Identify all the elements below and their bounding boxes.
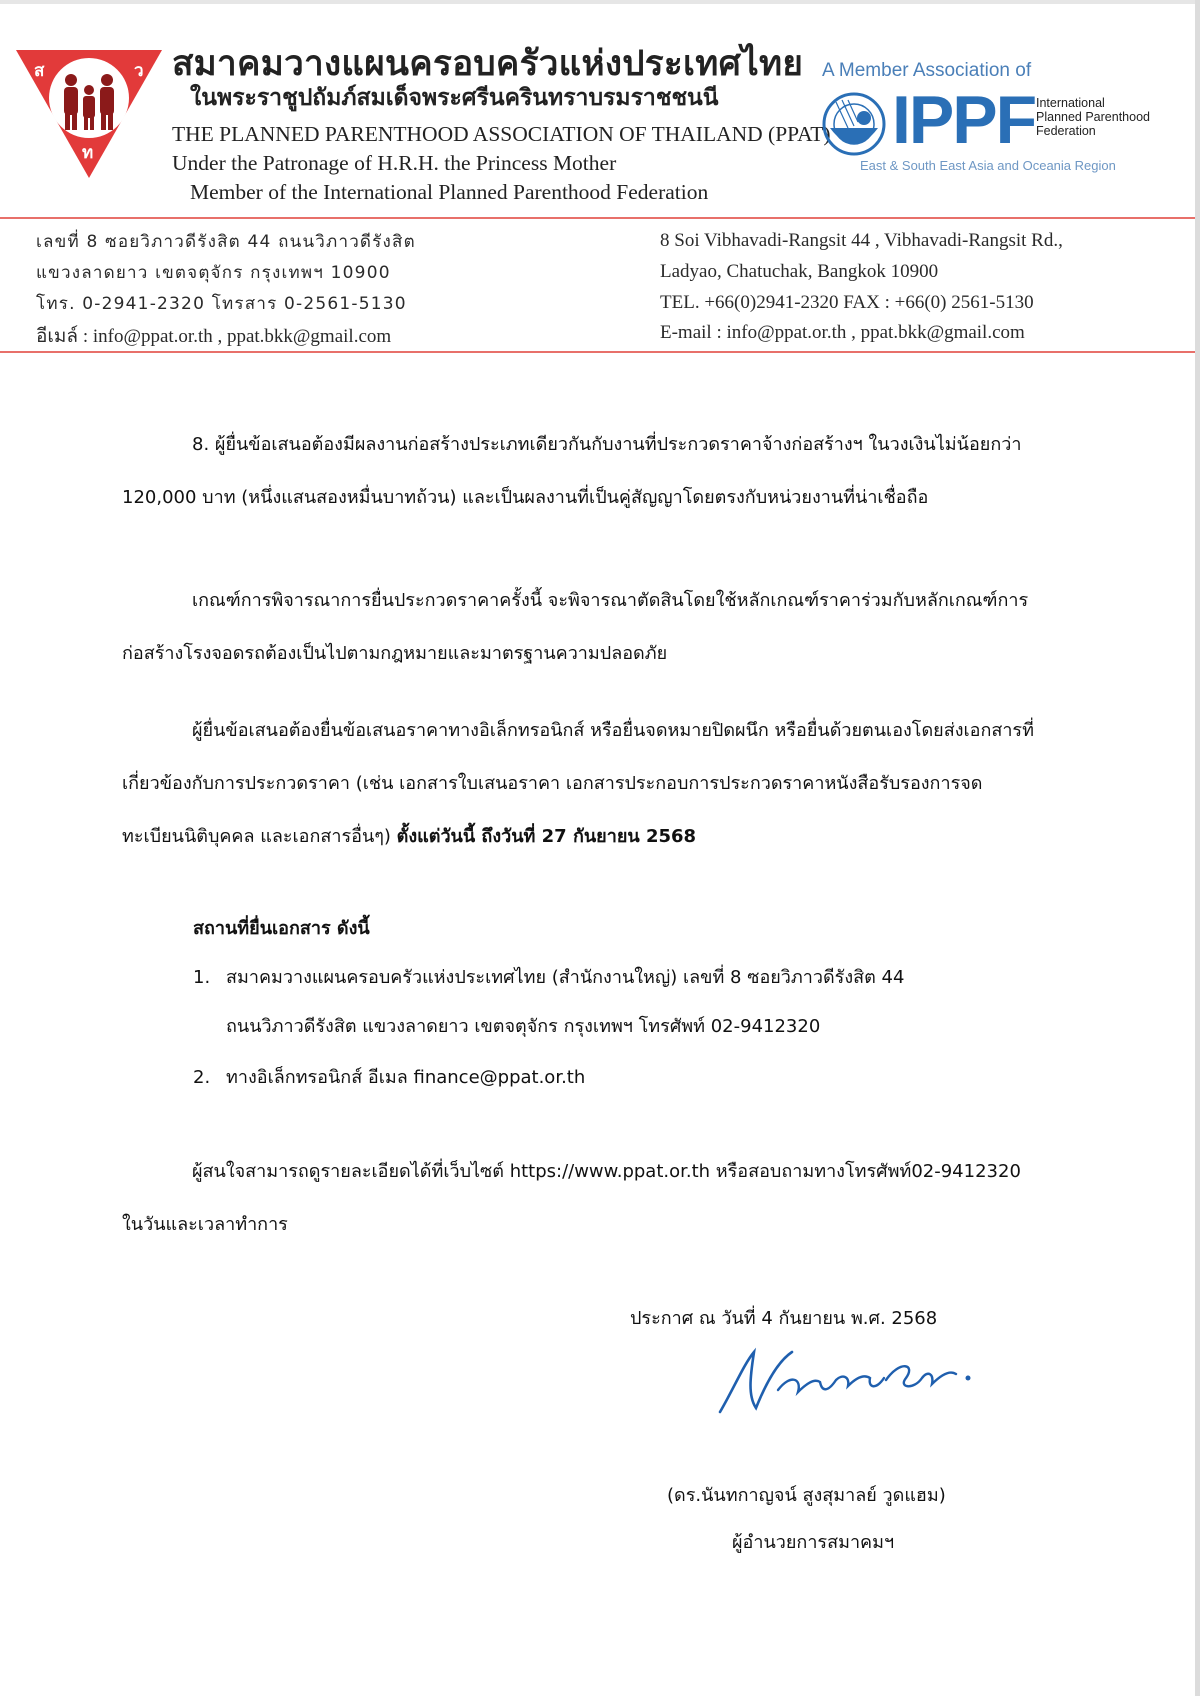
ippf-logo-text: IPPF bbox=[892, 82, 1036, 158]
list-number: 2. bbox=[193, 1067, 211, 1088]
submission-text: ผู้ยื่นข้อเสนอต้องยื่นข้อเสนอราคาทางอิเล็กทรอนิกส์ หรือยื่นจดหมายปิดผนึก หรือยื่นด้วยตนเองโดยส่งเอกสารที่เกี่ยวข้องกับการประกวดราคา (เช่น เอกสารใบเสนอราคา เอกสารประกอบการประกวดราคาหนังสือรับรองการจดทะเบียนนิติบุคคล และเอกสารอื่นๆ) bbox=[122, 720, 1034, 847]
requirement-item-8: 8. ผู้ยื่นข้อเสนอต้องมีผลงานก่อสร้างประเภทเดียวกันกับงานที่ประกวดราคาจ้างก่อสร้างฯ ในวงเงินไม่น้อยกว่า 120,000 บาท (หนึ่งแสนสองหมื่นบาทถ้วน) และเป็นผลงานที่เป็นคู่สัญญาโดยตรงกับหน่วยงานที่น่าเชื่อถือ bbox=[122, 434, 1022, 508]
ippf-full-name bbox=[1036, 96, 1150, 138]
logo-letter-wo: ว bbox=[134, 61, 144, 81]
ippf-region: East & South East Asia and Oceania Region bbox=[860, 158, 1116, 173]
header-divider-top bbox=[0, 217, 1195, 219]
contact-english-address-1: 8 Soi Vibhavadi-Rangsit 44 , Vibhavadi-Rangsit Rd., bbox=[660, 230, 1063, 251]
logo-letter-tho: ท bbox=[82, 143, 94, 163]
org-membership-english: Member of the International Planned Parenthood Federation bbox=[190, 180, 709, 204]
inquiry-note: ผู้สนใจสามารถดูรายละเอียดได้ที่เว็บไซต์ https://www.ppat.or.th หรือสอบถามทางโทรศัพท์02-9412320 ในวันและเวลาทำการ bbox=[122, 1161, 1021, 1235]
contact-english-phone: TEL. +66(0)2941-2320 FAX : +66(0) 2561-5130 bbox=[660, 292, 1034, 313]
ippf-full-name-line: Federation bbox=[1036, 124, 1096, 138]
evaluation-criteria: เกณฑ์การพิจารณาการยื่นประกวดราคาครั้งนี้ จะพิจารณาตัดสินโดยใช้หลักเกณฑ์ราคาร่วมกับหลักเกณฑ์การก่อสร้างโรงจอดรถต้องเป็นไปตามกฎหมายและมาตรฐานความปลอดภัย bbox=[122, 590, 1029, 664]
signature-image bbox=[710, 1334, 980, 1426]
list-item bbox=[193, 962, 904, 991]
logo-letter-so: ส bbox=[34, 61, 45, 81]
ippf-full-name-line: Planned Parenthood bbox=[1036, 110, 1150, 124]
submission-deadline: ตั้งแต่วันนี้ ถึงวันที่ 27 กันยายน 2568 bbox=[396, 826, 697, 847]
signer-name: (ดร.นันทกาญจน์ สูงสุมาลย์ วูดแฮม) bbox=[667, 1485, 946, 1506]
header-divider-bottom bbox=[0, 351, 1195, 353]
contact-english-address-2: Ladyao, Chatuchak, Bangkok 10900 bbox=[660, 261, 939, 282]
submission-places-heading: สถานที่ยื่นเอกสาร ดังนี้ bbox=[193, 918, 370, 939]
place-1-line-2: ถนนวิภาวดีรังสิต แขวงลาดยาว เขตจตุจักร กรุงเทพฯ โทรศัพท์ 02-9412320 bbox=[226, 1016, 821, 1037]
ippf-full-name-line: International bbox=[1036, 96, 1105, 110]
scan-edge-top bbox=[0, 0, 1200, 4]
contact-english-email: E-mail : info@ppat.or.th , ppat.bkk@gmail.com bbox=[660, 322, 1025, 343]
list-number: 1. bbox=[193, 967, 211, 988]
org-name-english: THE PLANNED PARENTHOOD ASSOCIATION OF THAILAND (PPAT) bbox=[172, 122, 831, 146]
submission-instructions bbox=[122, 704, 1042, 863]
ippf-emblem-icon bbox=[818, 88, 892, 158]
member-association-label: A Member Association of bbox=[822, 60, 1032, 81]
contact-thai-email: อีเมล์ : info@ppat.or.th , ppat.bkk@gmail.com bbox=[36, 326, 392, 347]
place-1-line-1: สมาคมวางแผนครอบครัวแห่งประเทศไทย (สำนักงานใหญ่) เลขที่ 8 ซอยวิภาวดีรังสิต 44 bbox=[226, 967, 905, 988]
contact-thai-address-1: เลขที่ 8 ซอยวิภาวดีรังสิต 44 ถนนวิภาวดีรังสิต bbox=[36, 232, 416, 252]
contact-thai-phone: โทร. 0-2941-2320 โทรสาร 0-2561-5130 bbox=[36, 294, 407, 314]
scan-edge-right bbox=[1195, 0, 1200, 1696]
org-patronage-english: Under the Patronage of H.R.H. the Princess Mother bbox=[172, 151, 617, 175]
list-item bbox=[193, 1062, 585, 1091]
place-2-line-1: ทางอิเล็กทรอนิกส์ อีเมล finance@ppat.or.th bbox=[226, 1067, 586, 1088]
org-name-thai: สมาคมวางแผนครอบครัวแห่งประเทศไทย bbox=[172, 44, 804, 84]
signer-title: ผู้อำนวยการสมาคมฯ bbox=[732, 1532, 895, 1553]
ppat-logo bbox=[14, 46, 164, 180]
announcement-date: ประกาศ ณ วันที่ 4 กันยายน พ.ศ. 2568 bbox=[630, 1308, 938, 1329]
org-patronage-thai: ในพระราชูปถัมภ์สมเด็จพระศรีนครินทราบรมราชชนนี bbox=[190, 85, 719, 111]
contact-thai-address-2: แขวงลาดยาว เขตจตุจักร กรุงเทพฯ 10900 bbox=[36, 263, 391, 283]
